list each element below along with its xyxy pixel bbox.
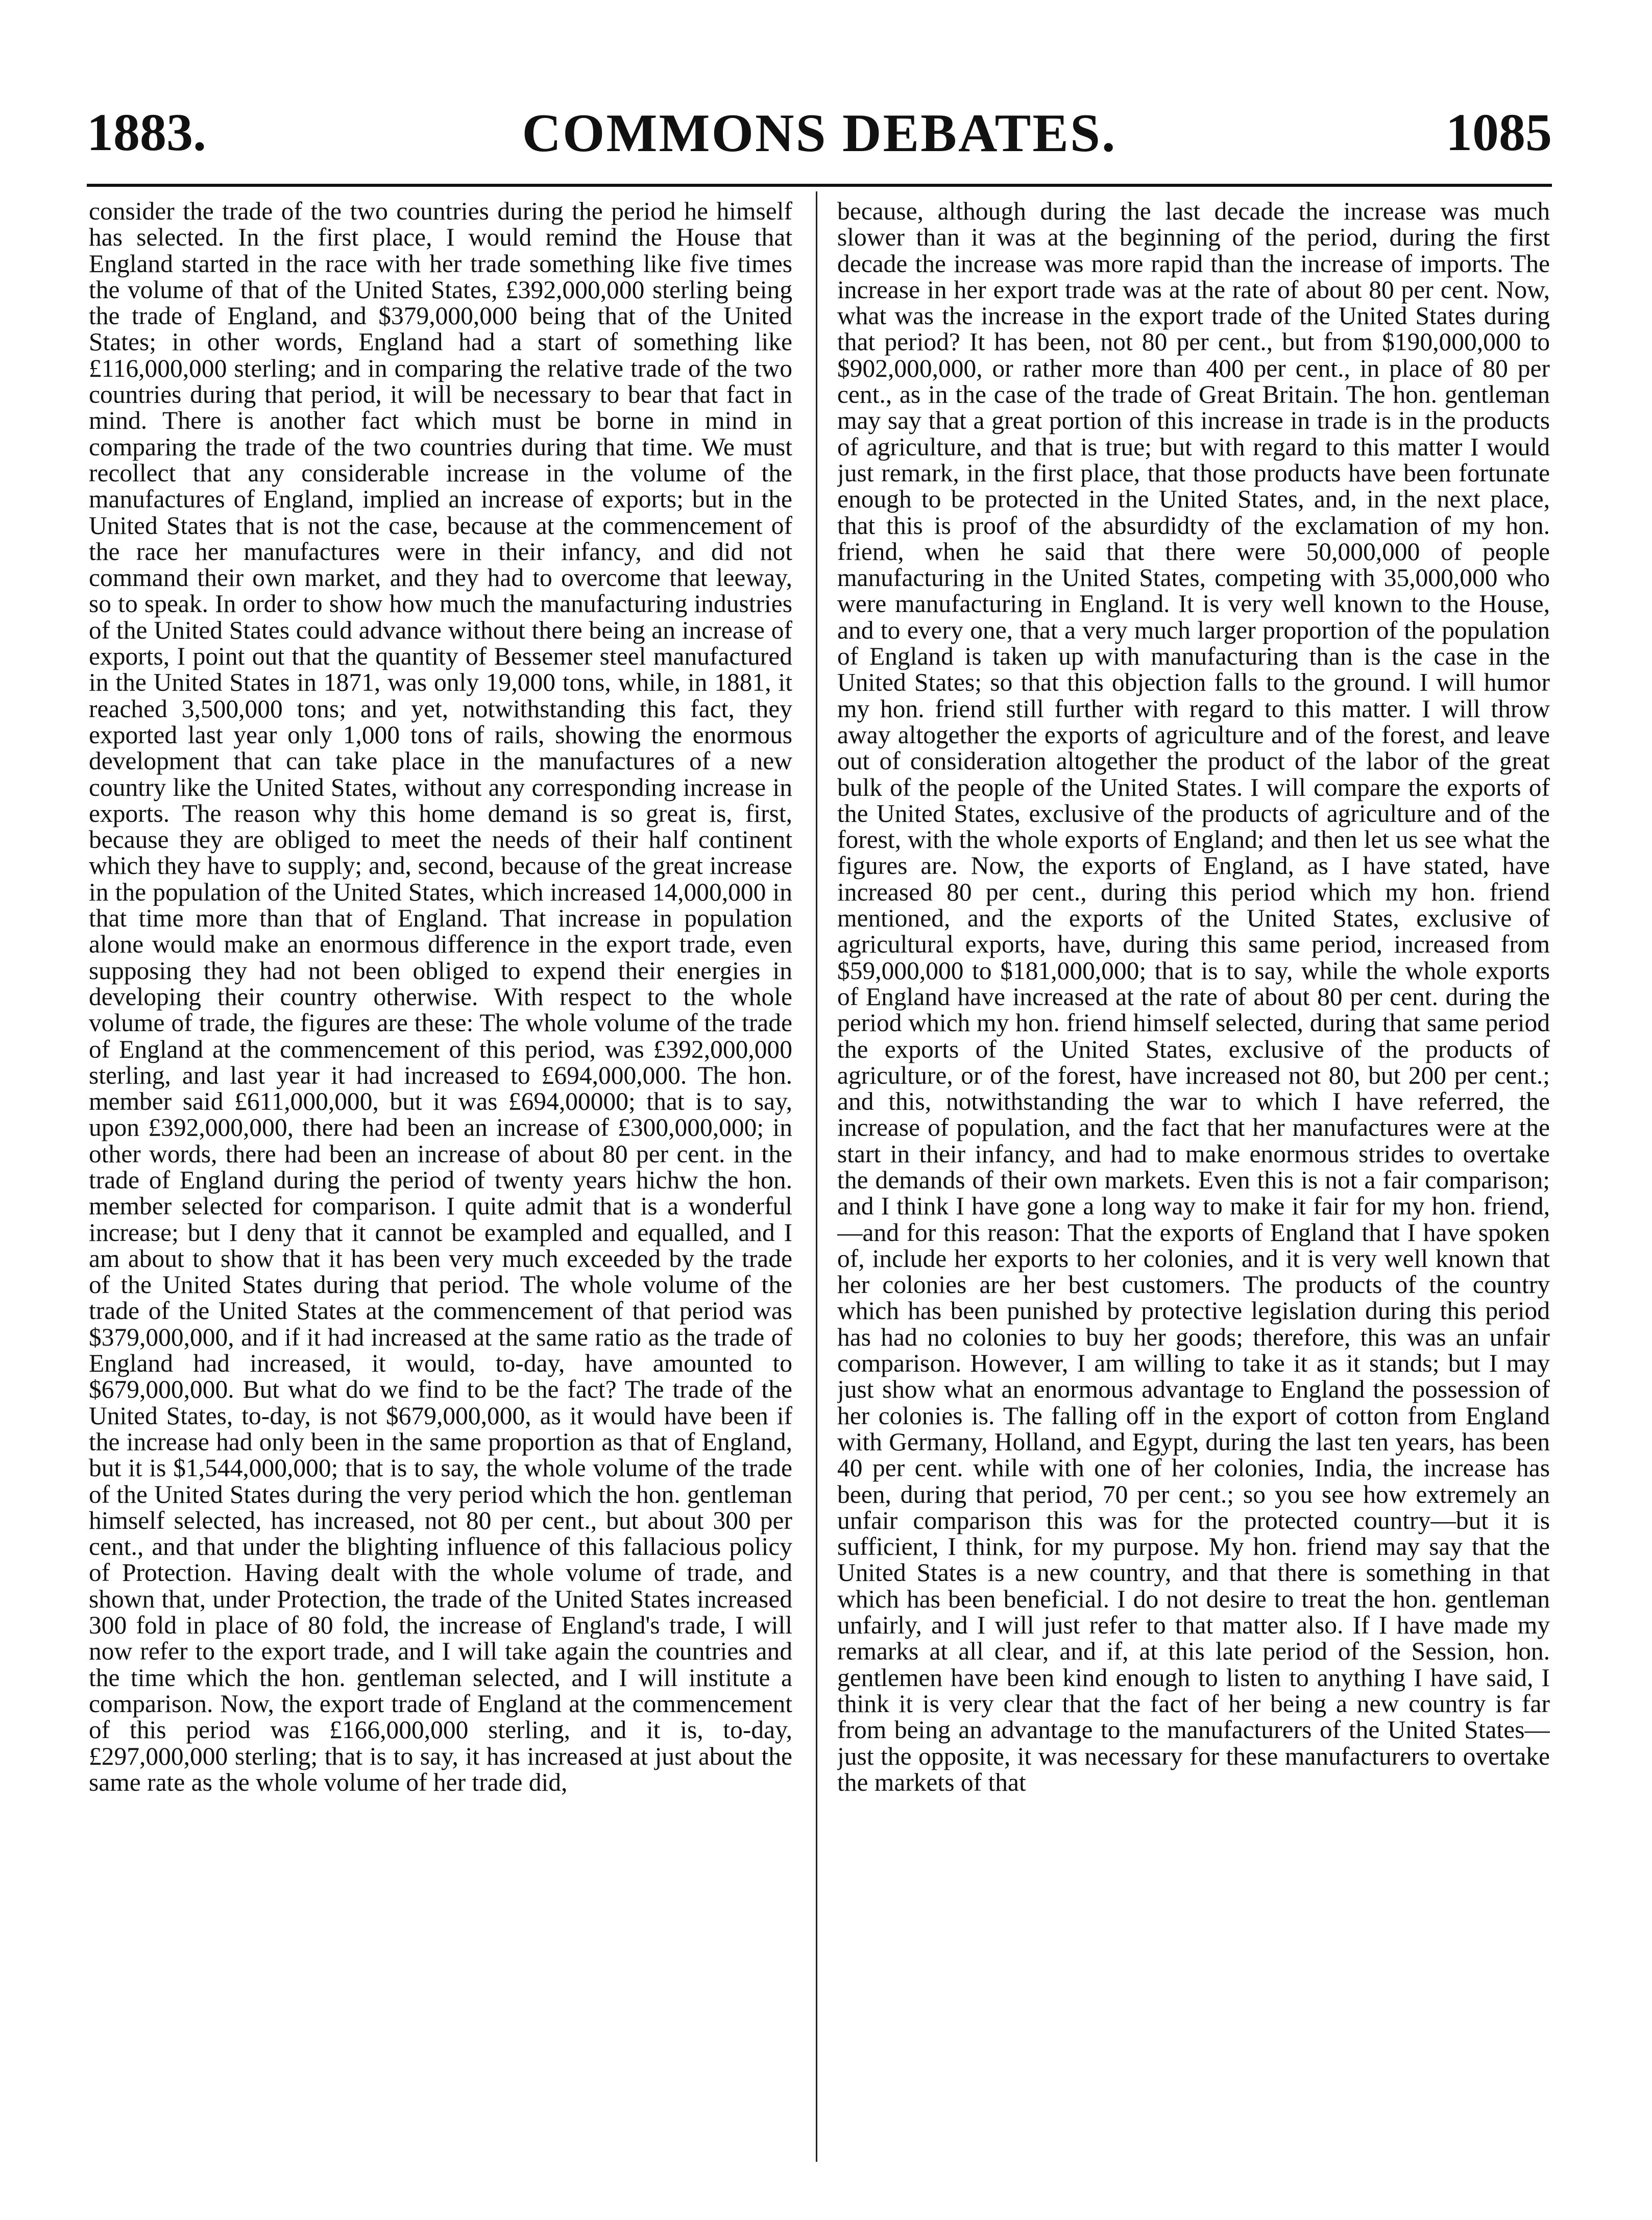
year: 1883. [87, 103, 206, 162]
column-divider [816, 191, 817, 2162]
right-column-text: because, although during the last decade the increase was much slower than it was at the beginning of the period, during the first decade the increase was more rapid than the increase of imports. The increase in her export trade was at the rate of about 80 per cent. Now, what was the increase in the export trade of the United States during that period? It has been, not 80 per cent., but from $190,000,000 to $902,000,000, or rather more than 400 per cent., in place of 80 per cent., as in the case of the trade of Great Britain. The hon. gentleman may say that a great portion of this increase in trade is in the products of agriculture, and that is true; but with regard to this matter I would just remark, in the first place, that those products have been fortunate enough to be protected in the United States, and, in the next place, that this is proof of the absurdidty of the exclamation of my hon. friend, when he said that there were 50,000,000 of people manufacturing in the United States, competing with 35,000,000 who were manufacturing in England. It is very well known to the House, and to every one, that a very much larger proportion of the population of England is taken up with manufacturing than is the case in the United States; so that this objection falls to the ground. I will humor my hon. friend still further with regard to this matter. I will throw away altogether the exports of agriculture and of the forest, and leave out of consideration altogether the product of the labor of the great bulk of the people of the United States. I will compare the exports of the United States, exclusive of the products of agriculture and of the forest, with the whole exports of England; and then let us see what the figures are. Now, the exports of England, as I have stated, have increased 80 per cent., during this period which my hon. friend mentioned, and the exports of the United States, exclusive of agricultural exports, have, during this same period, increased from $59,000,000 to $181,000,000; that is to say, while the whole exports of England have increased at the rate of about 80 per cent. during the period which my hon. friend himself selected, during that same period the exports of the United States, exclusive of the products of agriculture, or of the forest, have increased not 80, but 200 per cent.; and this, notwithstanding the war to which I have referred, the increase of population, and the fact that her manufactures were at the start in their infancy, and had to make enormous strides to overtake the demands of their own markets. Even this is not a fair comparison; and I think I have gone a long way to make it fair for my hon. friend, —and for this reason: That the exports of England that I have spoken of, include her exports to her colonies, and it is very well known that her colonies are her best customers. The products of the country which has been punished by protective legislation during this period has had no colonies to buy her goods; therefore, this was an unfair comparison. However, I am willing to take it as it stands; but I may just show what an enormous advantage to England the possession of her colonies is. The falling off in the export of cotton from England with Germany, Holland, and Egypt, during the last ten years, has been 40 per cent. while with one of her colonies, India, the increase has been, during that period, 70 per cent.; so you see how extremely an unfair comparison this was for the protected country—but it is sufficient, I think, for my purpose. My hon. friend may say that the United States is a new country, and that there is something in that which has been beneficial. I do not desire to treat the hon. gentleman unfairly, and I will just refer to that matter also. If I have made my remarks at all clear, and if, at this late period of the Session, hon. gentlemen have been kind enough to listen to anything I have said, I think it is very clear that the fact of her being a new country is far from being an advantage to the manufacturers of the United States—just the opposite, it was necessary for these manufacturers to overtake the markets of that [837, 198, 1550, 1796]
left-column [89, 198, 792, 2168]
header-rule [87, 184, 1552, 187]
page-header [87, 102, 1552, 179]
right-column [837, 198, 1550, 2168]
left-column-text: consider the trade of the two countries during the period he himself has selected. In the first place, I would remind the House that England started in the race with her trade something like five times the volume of that of the United States, £392,000,000 sterling being the trade of England, and $379,000,000 being that of the United States; in other words, England had a start of something like £116,000,000 sterling; and in comparing the relative trade of the two countries during that period, it will be necessary to bear that fact in mind. There is another fact which must be borne in mind in comparing the trade of the two countries during that time. We must recollect that any considerable increase in the volume of the manufactures of England, implied an increase of exports; but in the United States that is not the case, because at the commencement of the race her manufactures were in their infancy, and did not command their own market, and they had to overcome that leeway, so to speak. In order to show how much the manufacturing industries of the United States could advance without there being an increase of exports, I point out that the quantity of Bessemer steel manufactured in the United States in 1871, was only 19,000 tons, while, in 1881, it reached 3,500,000 tons; and yet, notwithstanding this fact, they exported last year only 1,000 tons of rails, showing the enormous development that can take place in the manufactures of a new country like the United States, without any corresponding increase in exports. The reason why this home demand is so great is, first, because they are obliged to meet the needs of their half continent which they have to supply; and, second, because of the great increase in the population of the United States, which increased 14,000,000 in that time more than that of England. That increase in population alone would make an enormous difference in the export trade, even supposing they had not been obliged to expend their energies in developing their country otherwise. With respect to the whole volume of trade, the figures are these: The whole volume of the trade of England at the commencement of this period, was £392,000,000 sterling, and last year it had increased to £694,000,000. The hon. member said £611,000,000, but it was £694,00000; that is to say, upon £392,000,000, there had been an increase of £300,000,000; in other words, there had been an increase of about 80 per cent. in the trade of England during the period of twenty years hichw the hon. member selected for comparison. I quite admit that is a wonderful increase; but I deny that it cannot be exampled and equalled, and I am about to show that it has been very much exceeded by the trade of the United States during that period. The whole volume of the trade of the United States at the commencement of that period was $379,000,000, and if it had increased at the same ratio as the trade of England had increased, it would, to-day, have amounted to $679,000,000. But what do we find to be the fact? The trade of the United States, to-day, is not $679,000,000, as it would have been if the increase had only been in the same proportion as that of England, but it is $1,544,000,000; that is to say, the whole volume of the trade of the United States during the very period which the hon. gentleman himself selected, has increased, not 80 per cent., but about 300 per cent., and that under the blighting influence of this fallacious policy of Protection. Having dealt with the whole volume of trade, and shown that, under Protection, the trade of the United States increased 300 fold in place of 80 fold, the increase of England's trade, I will now refer to the export trade, and I will take again the countries and the time which the hon. gentleman selected, and I will institute a comparison. Now, the export trade of England at the commencement of this period was £166,000,000 sterling, and it is, to-day, £297,000,000 sterling; that is to say, it has increased at just about the same rate as the whole volume of her trade did, [89, 198, 792, 1796]
page-title: COMMONS DEBATES. [522, 103, 1117, 163]
page-number: 1085 [1446, 103, 1552, 162]
